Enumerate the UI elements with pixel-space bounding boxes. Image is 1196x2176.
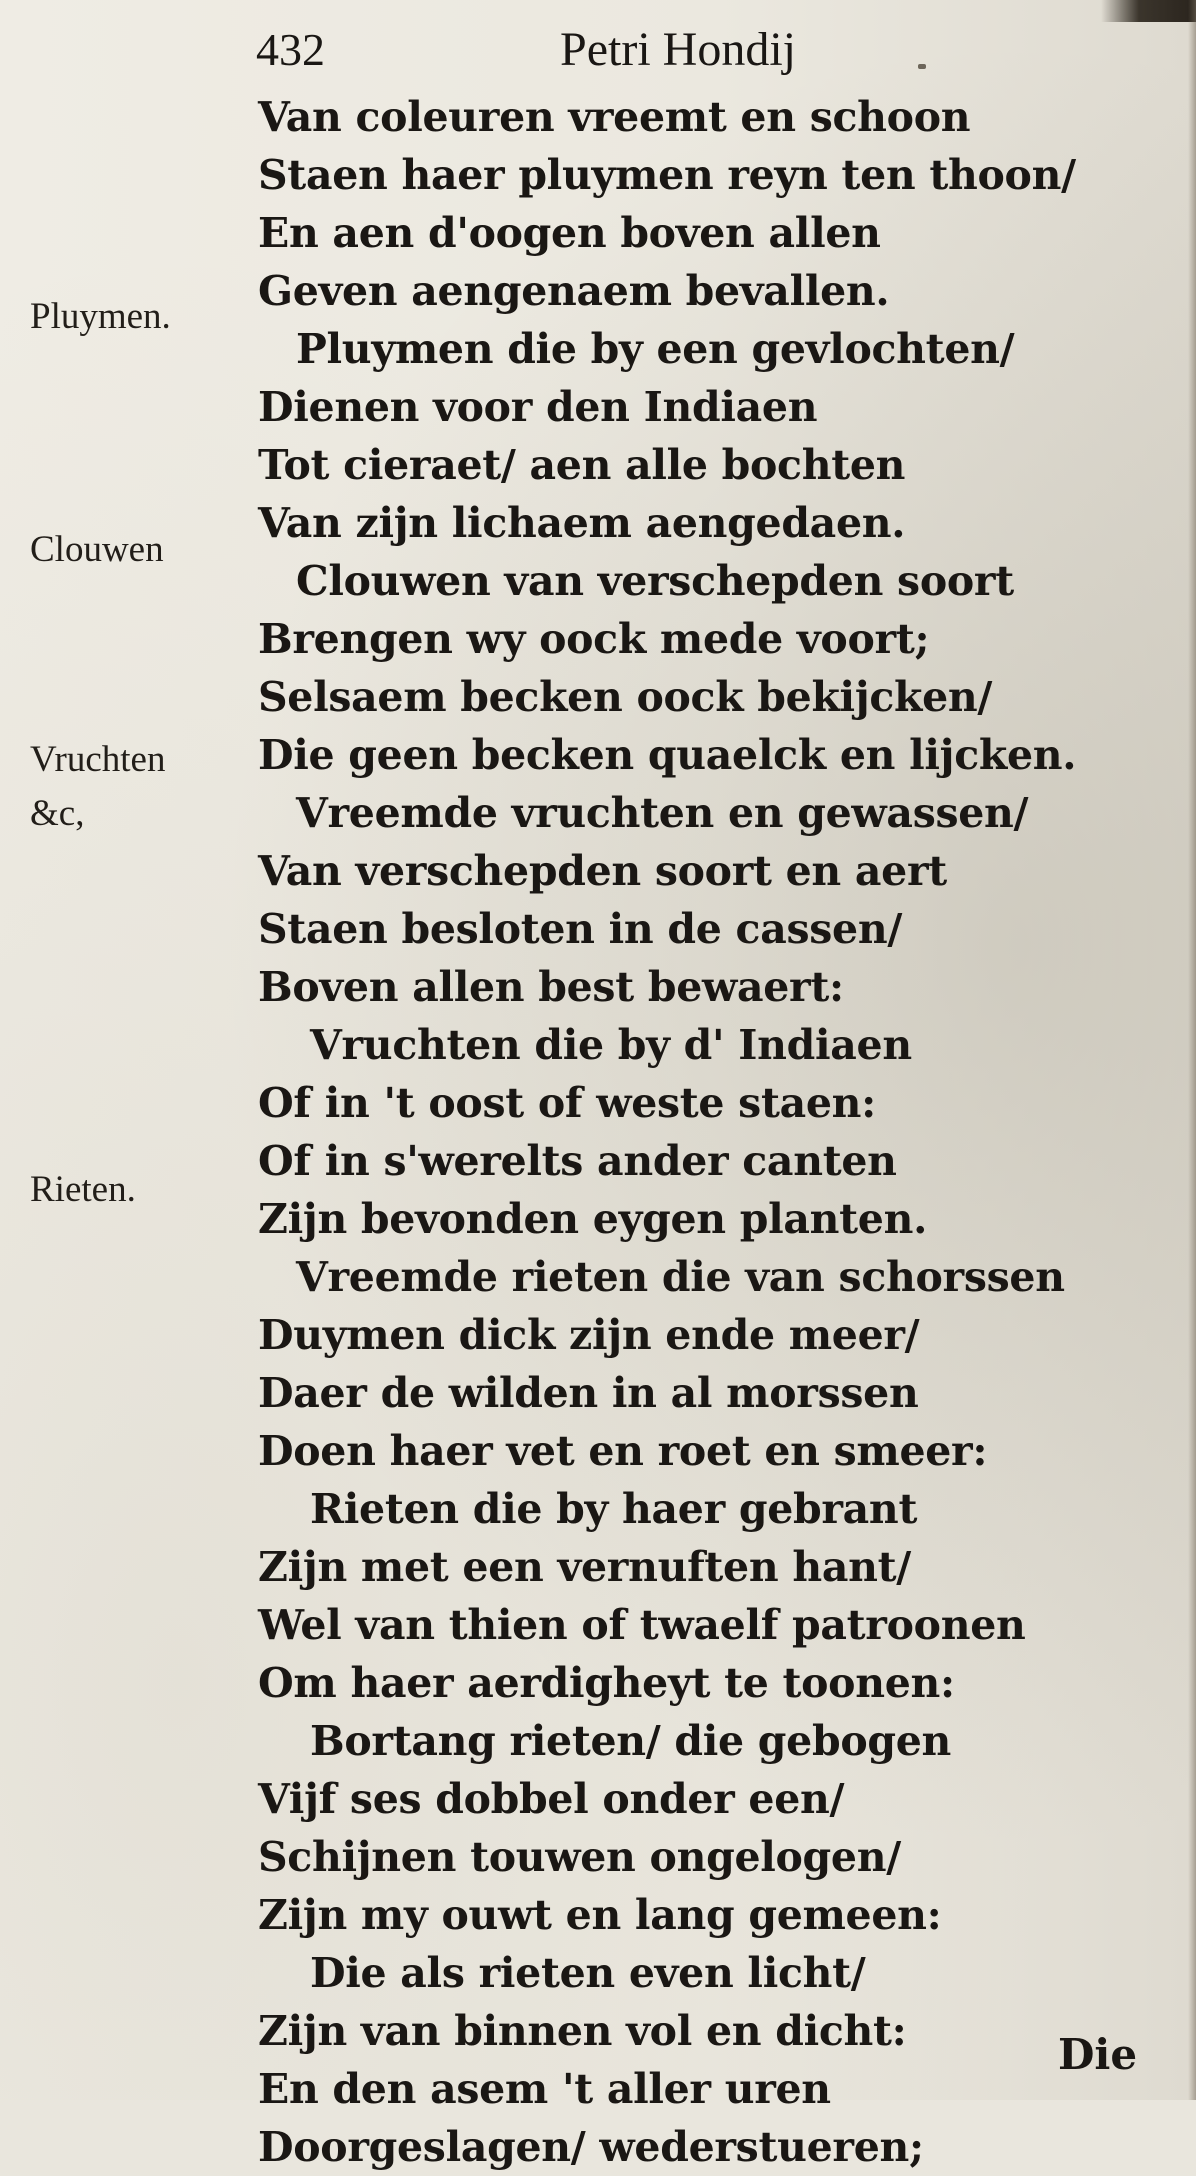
verse-line: En aen d'oogen boven allen	[258, 209, 881, 257]
verse-line: Dienen voor den Indiaen	[258, 383, 818, 431]
verse-line: Staen haer pluymen reyn ten thoon/	[258, 151, 1076, 199]
verse-line: Tot cieraet/ aen alle bochten	[258, 441, 906, 489]
verse-line: Schijnen touwen ongelogen/	[258, 1833, 901, 1881]
verse-line: Vreemde vruchten en gewassen/	[296, 789, 1029, 837]
page-header	[0, 20, 1196, 80]
verse-line: Of in s'werelts ander canten	[258, 1137, 897, 1185]
margin-note-etc: &c,	[30, 793, 85, 834]
verse-line: Die als rieten even licht/	[310, 1949, 866, 1997]
verse-line: Bortang rieten/ die gebogen	[310, 1717, 952, 1765]
verse-line: Zijn met een vernuften hant/	[258, 1543, 911, 1591]
verse-line: Staen besloten in de cassen/	[258, 905, 902, 953]
verse-line: Duymen dick zijn ende meer/	[258, 1311, 920, 1359]
verse-line: Brengen wy oock mede voort;	[258, 615, 930, 663]
catchword: Die	[1058, 2030, 1138, 2079]
ink-mark	[918, 64, 926, 69]
verse-text	[258, 88, 1178, 2176]
verse-line: Doorgeslagen/ wederstueren;	[258, 2123, 924, 2171]
verse-line: Daer de wilden in al morssen	[258, 1369, 919, 1417]
page-number: 432	[256, 24, 325, 75]
running-title: Petri Hondij	[560, 23, 796, 76]
margin-note-rieten: Rieten.	[30, 1169, 136, 1210]
verse-line: Van zijn lichaem aengedaen.	[258, 499, 906, 547]
verse-line: Zijn van binnen vol en dicht:	[258, 2007, 907, 2055]
margin-note-pluymen: Pluymen.	[30, 296, 171, 337]
verse-line: Zijn bevonden eygen planten.	[258, 1195, 928, 1243]
verse-line: Zijn my ouwt en lang gemeen:	[258, 1891, 942, 1939]
verse-line: Van coleuren vreemt en schoon	[258, 93, 971, 141]
verse-line: Vreemde rieten die van schorssen	[296, 1253, 1065, 1301]
page-corner-shadow	[1101, 0, 1196, 22]
verse-line: Selsaem becken oock bekijcken/	[258, 673, 993, 721]
verse-line: Pluymen die by een gevlochten/	[296, 325, 1015, 373]
verse-line: En den asem 't aller uren	[258, 2065, 831, 2113]
verse-line: Vijf ses dobbel onder een/	[258, 1775, 845, 1823]
verse-line: Wel van thien of twaelf patroonen	[258, 1601, 1026, 1649]
verse-line: Om haer aerdigheyt te toonen:	[258, 1659, 955, 1707]
verse-line: Doen haer vet en roet en smeer:	[258, 1427, 988, 1475]
verse-line: Die geen becken quaelck en lijcken.	[258, 731, 1077, 779]
verse-line: Geven aengenaem bevallen.	[258, 267, 890, 315]
verse-line: Boven allen best bewaert:	[258, 963, 844, 1011]
verse-line: Of in 't oost of weste staen:	[258, 1079, 876, 1127]
verse-line: Rieten die by haer gebrant	[310, 1485, 918, 1533]
verse-line: Vruchten die by d' Indiaen	[310, 1021, 912, 1069]
margin-note-vruchten: Vruchten	[30, 739, 166, 780]
verse-line: Clouwen van verschepden soort	[296, 557, 1014, 605]
page-edge-shadow	[1188, 0, 1196, 2100]
margin-note-clouwen: Clouwen	[30, 529, 164, 570]
verse-line: Van verschepden soort en aert	[258, 847, 947, 895]
